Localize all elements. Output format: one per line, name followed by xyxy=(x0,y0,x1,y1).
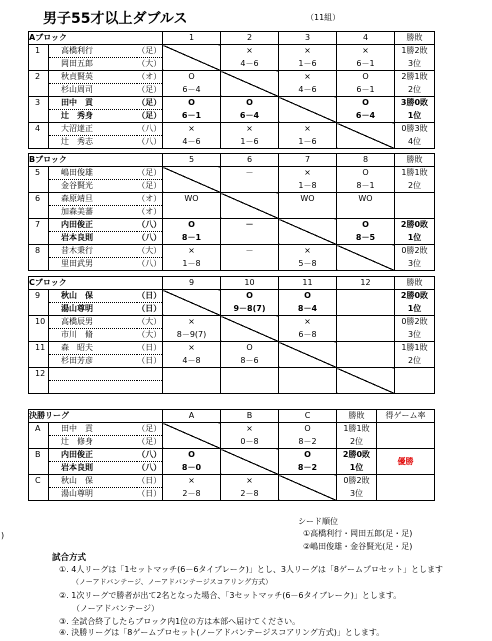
match-mark: × xyxy=(221,475,279,488)
self-match-cell xyxy=(337,368,395,394)
match-mark: × xyxy=(279,123,337,136)
team-row xyxy=(29,167,435,180)
team-row-partner xyxy=(29,180,435,193)
column-header: 9 xyxy=(163,277,221,290)
player-name: 田中 貢 xyxy=(49,423,137,436)
column-header: 1 xyxy=(163,32,221,45)
player-name xyxy=(49,368,137,381)
team-row-partner xyxy=(29,488,435,501)
game-rate-header: 得ゲーム率 xyxy=(377,410,435,423)
team-row xyxy=(29,449,435,462)
match-mark xyxy=(163,368,221,381)
rank: 1位 xyxy=(395,110,435,123)
match-mark: O xyxy=(337,71,395,84)
win-loss xyxy=(395,193,435,206)
match-score xyxy=(337,303,395,316)
match-mark xyxy=(337,316,395,329)
player-club: （八） xyxy=(137,258,163,271)
player-name: 森原靖旦 xyxy=(49,193,137,206)
player-club xyxy=(137,368,163,381)
column-header: 3 xyxy=(279,32,337,45)
column-header: 11 xyxy=(279,277,337,290)
team-number: 11 xyxy=(29,342,49,368)
win-loss: 1勝2敗 xyxy=(395,45,435,58)
match-mark: O xyxy=(337,167,395,180)
match-score: 1－8 xyxy=(163,258,221,271)
team-number: 9 xyxy=(29,290,49,316)
match-score xyxy=(221,381,279,394)
column-header: 4 xyxy=(337,32,395,45)
player-club: （大） xyxy=(137,245,163,258)
team-number: 8 xyxy=(29,245,49,271)
player-name: 高橋辰男 xyxy=(49,316,137,329)
match-mark xyxy=(337,290,395,303)
match-score: 1－6 xyxy=(221,136,279,149)
match-score xyxy=(337,329,395,342)
team-row-partner xyxy=(29,436,435,449)
win-loss: 2勝0敗 xyxy=(395,219,435,232)
player-club: （大） xyxy=(137,58,163,71)
match-score xyxy=(279,381,337,394)
rule-1-note: （ノーアドバンテージ、ノーアドバンテージスコアリング方式） xyxy=(72,578,273,586)
player-club: （足） xyxy=(137,167,163,180)
match-mark: O xyxy=(163,449,221,462)
team-row-partner xyxy=(29,232,435,245)
column-header: 2 xyxy=(221,32,279,45)
player-name: 秋山 保 xyxy=(49,475,137,488)
win-loss: 1勝1敗 xyxy=(337,423,377,436)
match-mark: O xyxy=(279,290,337,303)
team-number: B xyxy=(29,449,49,475)
team-row xyxy=(29,71,435,84)
rank: 2位 xyxy=(337,436,377,449)
player-club: （足） xyxy=(137,45,163,58)
player-name: 岩本良則 xyxy=(49,232,137,245)
match-mark xyxy=(221,368,279,381)
player-club: （オ） xyxy=(137,206,163,219)
match-mark: × xyxy=(221,423,279,436)
match-mark: × xyxy=(163,245,221,258)
stray-paren: ) xyxy=(1,531,5,540)
match-mark: O xyxy=(163,71,221,84)
player-name: 秋貞賢英 xyxy=(49,71,137,84)
match-score: 6－1 xyxy=(337,84,395,97)
page-title: 男子55才以上ダブルス xyxy=(43,11,188,27)
match-score: 6－4 xyxy=(163,84,221,97)
self-match-cell xyxy=(221,316,279,342)
player-name: 田中 貢 xyxy=(49,97,137,110)
player-name: 大沼達正 xyxy=(49,123,137,136)
team-row xyxy=(29,290,435,303)
match-score: 4－6 xyxy=(163,136,221,149)
team-row-partner xyxy=(29,110,435,123)
seed-title: シード順位 xyxy=(298,517,338,526)
match-score: 5－8 xyxy=(279,258,337,271)
win-loss: 3勝0敗 xyxy=(395,97,435,110)
column-header: 12 xyxy=(337,277,395,290)
self-match-cell xyxy=(279,219,337,245)
player-name: 湯山尊明 xyxy=(49,488,137,501)
player-club: （足） xyxy=(137,180,163,193)
match-score xyxy=(163,206,221,219)
self-match-cell xyxy=(163,290,221,316)
block-name: 決勝リーグ xyxy=(29,410,163,423)
rank xyxy=(395,206,435,219)
player-name: 岡田五郎 xyxy=(49,58,137,71)
player-name: 高橋利行 xyxy=(49,45,137,58)
player-club: （足） xyxy=(137,423,163,436)
team-row xyxy=(29,219,435,232)
player-name: 辻 秀身 xyxy=(49,110,137,123)
block-table xyxy=(28,153,435,271)
team-row xyxy=(29,368,435,381)
rule-2-note: （ノーアドバンテージ） xyxy=(72,604,160,613)
rank: 3位 xyxy=(395,329,435,342)
team-number: 3 xyxy=(29,97,49,123)
self-match-cell xyxy=(221,193,279,219)
player-club: （日） xyxy=(137,342,163,355)
player-club: （足） xyxy=(137,110,163,123)
player-name: 湯山尊明 xyxy=(49,303,137,316)
self-match-cell xyxy=(279,97,337,123)
self-match-cell xyxy=(279,475,337,501)
team-number: C xyxy=(29,475,49,501)
match-score: 6－1 xyxy=(337,58,395,71)
rank xyxy=(395,381,435,394)
player-club: （八） xyxy=(137,123,163,136)
team-number: 6 xyxy=(29,193,49,219)
match-mark: × xyxy=(163,342,221,355)
win-loss: 0勝2敗 xyxy=(395,245,435,258)
match-score: 6－4 xyxy=(337,110,395,123)
rank: 3位 xyxy=(395,258,435,271)
player-name: 森 昭夫 xyxy=(49,342,137,355)
team-row xyxy=(29,97,435,110)
match-score: 8－9(7) xyxy=(163,329,221,342)
seed-2: ②嶋田俊雄・金谷賢光(足・足) xyxy=(303,542,413,551)
team-number: 7 xyxy=(29,219,49,245)
win-loss: 0勝3敗 xyxy=(395,123,435,136)
match-mark: － xyxy=(221,219,279,232)
player-name: 嶋田俊雄 xyxy=(49,167,137,180)
player-club: （日） xyxy=(137,488,163,501)
team-row-partner xyxy=(29,58,435,71)
team-row xyxy=(29,45,435,58)
match-score xyxy=(163,381,221,394)
rule-1: ①. 4人リーグは「1セットマッチ(6－6タイブレーク)」とし、3人リーグは「8ゲームプロセット」とします xyxy=(59,565,443,574)
match-mark: × xyxy=(279,316,337,329)
match-mark: × xyxy=(279,45,337,58)
column-header: 10 xyxy=(221,277,279,290)
player-name: 杉田芳彦 xyxy=(49,355,137,368)
column-header: 7 xyxy=(279,154,337,167)
player-club: （八） xyxy=(137,449,163,462)
rule-4: ④. 決勝リーグは「8ゲームプロセット(ノーアドバンテージスコアリング方式)」とします。 xyxy=(59,628,385,637)
match-mark: WO xyxy=(163,193,221,206)
player-name: 金谷賢光 xyxy=(49,180,137,193)
team-row-partner xyxy=(29,355,435,368)
rank: 1位 xyxy=(395,303,435,316)
match-score: 8－0 xyxy=(163,462,221,475)
player-club: （足） xyxy=(137,436,163,449)
match-mark: O xyxy=(337,97,395,110)
team-number: 4 xyxy=(29,123,49,149)
match-score xyxy=(221,232,279,245)
player-club: （大） xyxy=(137,329,163,342)
match-mark: × xyxy=(279,71,337,84)
player-name: 杉山周司 xyxy=(49,84,137,97)
self-match-cell xyxy=(163,45,221,71)
match-score: 8－1 xyxy=(163,232,221,245)
match-mark: O xyxy=(279,423,337,436)
match-score: 4－6 xyxy=(221,58,279,71)
match-score: 9－8(7) xyxy=(221,303,279,316)
team-number: 5 xyxy=(29,167,49,193)
win-loss: 1勝1敗 xyxy=(395,167,435,180)
rank: 3位 xyxy=(337,488,377,501)
team-row xyxy=(29,316,435,329)
team-row-partner xyxy=(29,303,435,316)
match-mark: × xyxy=(279,167,337,180)
self-match-cell xyxy=(221,71,279,97)
player-club: （八） xyxy=(137,219,163,232)
match-score: 4－8 xyxy=(163,355,221,368)
match-score: 8－1 xyxy=(337,180,395,193)
champion-label xyxy=(377,475,435,501)
team-number: A xyxy=(29,423,49,449)
match-mark: O xyxy=(337,219,395,232)
player-club: （日） xyxy=(137,290,163,303)
player-club: （日） xyxy=(137,303,163,316)
result-header: 勝敗 xyxy=(395,32,435,45)
match-mark: × xyxy=(337,45,395,58)
match-score: 2－8 xyxy=(221,488,279,501)
seed-1: ①高橋利行・岡田五郎(足・足) xyxy=(303,529,413,538)
player-club: （八） xyxy=(137,136,163,149)
match-score: 6－1 xyxy=(163,110,221,123)
match-mark: O xyxy=(221,290,279,303)
match-score xyxy=(221,258,279,271)
team-row xyxy=(29,475,435,488)
match-score: 2－8 xyxy=(163,488,221,501)
self-match-cell xyxy=(337,123,395,149)
block-name: Bブロック xyxy=(29,154,163,167)
group-count: （11組） xyxy=(306,13,341,22)
rank: 2位 xyxy=(395,180,435,193)
win-loss: 0勝2敗 xyxy=(395,316,435,329)
match-mark: × xyxy=(279,245,337,258)
player-club: （八） xyxy=(137,232,163,245)
match-mark: O xyxy=(221,342,279,355)
match-score: 1－6 xyxy=(279,58,337,71)
match-mark: WO xyxy=(279,193,337,206)
column-header: B xyxy=(221,410,279,423)
player-name: 市川 脩 xyxy=(49,329,137,342)
player-club: （日） xyxy=(137,355,163,368)
self-match-cell xyxy=(337,245,395,271)
team-row xyxy=(29,193,435,206)
match-score: 8－5 xyxy=(337,232,395,245)
match-score: 8－2 xyxy=(279,462,337,475)
match-mark: O xyxy=(221,97,279,110)
result-header: 勝敗 xyxy=(395,277,435,290)
rank: 2位 xyxy=(395,355,435,368)
team-number: 1 xyxy=(29,45,49,71)
self-match-cell xyxy=(279,342,337,368)
player-name: 岩本良則 xyxy=(49,462,137,475)
match-score: 8－4 xyxy=(279,303,337,316)
player-name: 里田武男 xyxy=(49,258,137,271)
player-name xyxy=(49,381,137,394)
player-name: 加森美蕃 xyxy=(49,206,137,219)
match-mark: － xyxy=(221,245,279,258)
win-loss: 2勝1敗 xyxy=(395,71,435,84)
self-match-cell xyxy=(163,423,221,449)
match-mark xyxy=(279,368,337,381)
match-score xyxy=(221,180,279,193)
player-club xyxy=(137,381,163,394)
match-mark: × xyxy=(221,123,279,136)
player-club: （大） xyxy=(137,316,163,329)
team-row xyxy=(29,123,435,136)
match-mark: × xyxy=(163,316,221,329)
player-club: （日） xyxy=(137,475,163,488)
player-name: 内田俊正 xyxy=(49,219,137,232)
match-mark: － xyxy=(221,167,279,180)
match-score: 1－8 xyxy=(279,180,337,193)
team-row xyxy=(29,423,435,436)
match-mark: × xyxy=(163,475,221,488)
block-name: Cブロック xyxy=(29,277,163,290)
match-mark: O xyxy=(163,219,221,232)
column-header: 6 xyxy=(221,154,279,167)
rank: 1位 xyxy=(337,462,377,475)
match-score: 1－6 xyxy=(279,136,337,149)
column-header: 8 xyxy=(337,154,395,167)
rank: 2位 xyxy=(395,84,435,97)
player-name: 内田俊正 xyxy=(49,449,137,462)
win-loss: 2勝0敗 xyxy=(337,449,377,462)
player-club: （オ） xyxy=(137,193,163,206)
block-table xyxy=(28,31,435,149)
team-number: 12 xyxy=(29,368,49,394)
match-score: 0－8 xyxy=(221,436,279,449)
player-club: （八） xyxy=(137,462,163,475)
match-score xyxy=(337,206,395,219)
team-number: 10 xyxy=(29,316,49,342)
player-name: 辻 秀志 xyxy=(49,136,137,149)
match-score: 8－6 xyxy=(221,355,279,368)
match-mark: WO xyxy=(337,193,395,206)
win-loss: 2勝0敗 xyxy=(395,290,435,303)
result-header: 勝敗 xyxy=(337,410,377,423)
player-name: 秋山 保 xyxy=(49,290,137,303)
rule-3: ③. 全試合終了したらブロック内1位の方は本部へ届けてください。 xyxy=(59,617,301,626)
result-header: 勝敗 xyxy=(395,154,435,167)
win-loss: 0勝2敗 xyxy=(337,475,377,488)
win-loss xyxy=(395,368,435,381)
column-header: C xyxy=(279,410,337,423)
rank: 3位 xyxy=(395,58,435,71)
match-score xyxy=(337,355,395,368)
match-score: 8－2 xyxy=(279,436,337,449)
match-score: 6－8 xyxy=(279,329,337,342)
player-club: （足） xyxy=(137,84,163,97)
team-row xyxy=(29,342,435,355)
player-club: （足） xyxy=(137,97,163,110)
match-score: 6－4 xyxy=(221,110,279,123)
match-score xyxy=(279,206,337,219)
team-number: 2 xyxy=(29,71,49,97)
champion-label: 優勝 xyxy=(377,449,435,475)
match-mark xyxy=(337,342,395,355)
self-match-cell xyxy=(221,449,279,475)
player-name: 辻 修身 xyxy=(49,436,137,449)
block-name: Aブロック xyxy=(29,32,163,45)
block-table xyxy=(28,276,435,394)
match-mark: × xyxy=(221,45,279,58)
rule-2: ②. 1次リーグで勝者が出て2名となった場合、「3セットマッチ(6－6タイブレーク)」とします。 xyxy=(59,591,402,600)
team-row xyxy=(29,245,435,258)
match-score: 4－6 xyxy=(279,84,337,97)
column-header: A xyxy=(163,410,221,423)
rank: 4位 xyxy=(395,136,435,149)
self-match-cell xyxy=(163,167,221,193)
final-league-table xyxy=(28,409,435,501)
player-name: 昔木秉行 xyxy=(49,245,137,258)
win-loss: 1勝1敗 xyxy=(395,342,435,355)
champion-label xyxy=(377,423,435,449)
rank: 1位 xyxy=(395,232,435,245)
column-header: 5 xyxy=(163,154,221,167)
method-title: 試合方式 xyxy=(52,553,87,563)
player-club: （オ） xyxy=(137,71,163,84)
match-mark: O xyxy=(163,97,221,110)
match-mark: × xyxy=(163,123,221,136)
match-mark: O xyxy=(279,449,337,462)
